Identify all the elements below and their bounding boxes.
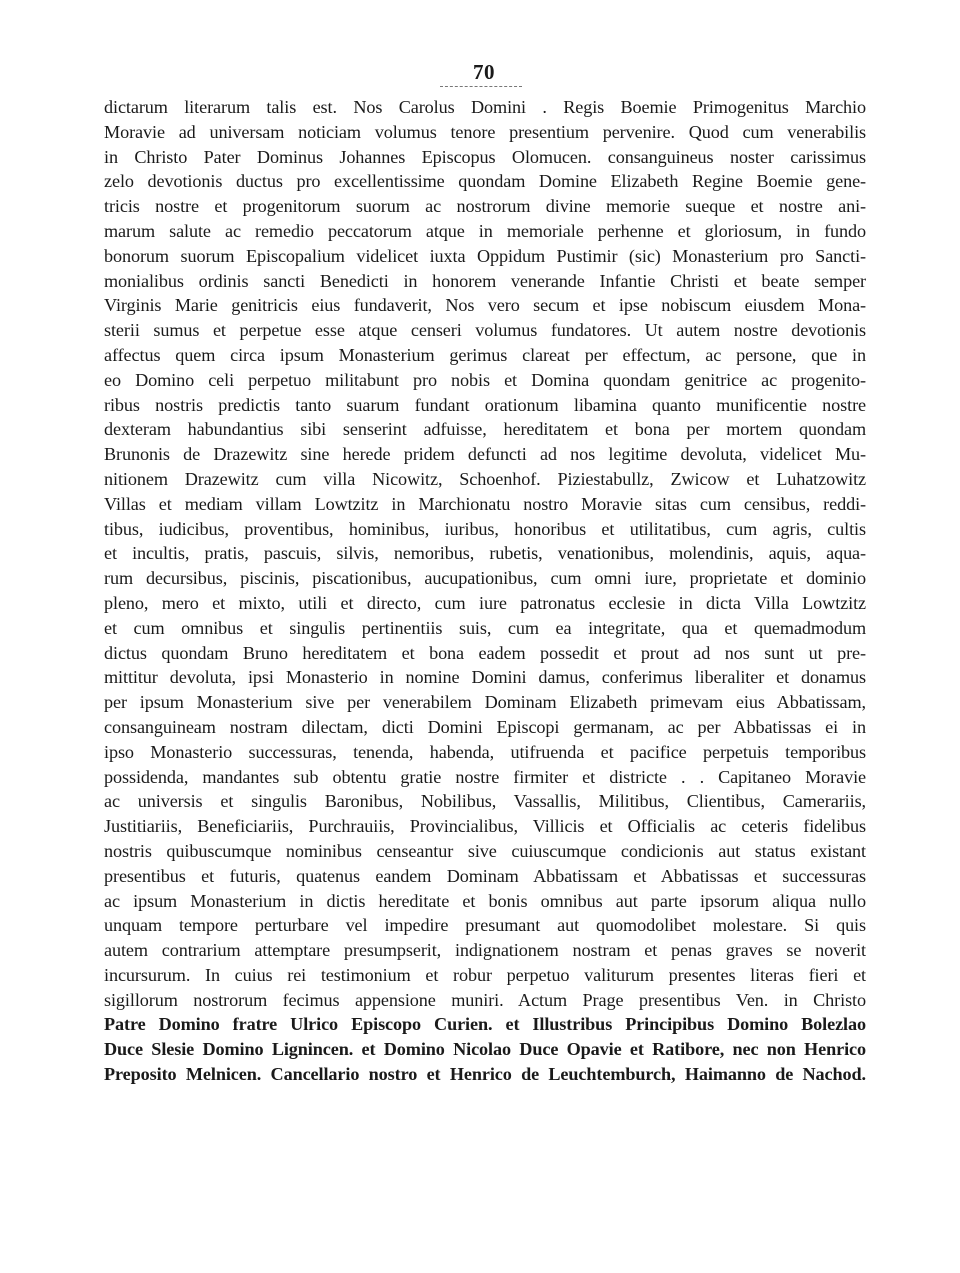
page-number: 70: [473, 60, 495, 84]
text-line: bonorum suorum Episcopalium videlicet iuxta Oppidum Pustimir (sic) Monasterium pro Sancti-: [104, 245, 866, 266]
charter-text: [104, 95, 866, 1087]
text-line: sigillorum nostrorum fecimus appensione muniri. Actum Prage presentibus Ven. in Christo: [104, 989, 866, 1010]
text-line: ac ipsum Monasterium in dictis hereditate et bonis omnibus aut parte ipsorum aliqua nullo: [104, 890, 866, 911]
text-line: Duce Slesie Domino Lignincen. et Domino Nicolao Duce Opavie et Ratibore, nec non Henrico: [104, 1039, 866, 1060]
text-line: pleno, mero et mixto, utili et directo, cum iure patronatus ecclesie in dicta Villa Lowtzitz: [104, 592, 866, 613]
text-line: Moravie ad universam noticiam volumus tenore presentium pervenire. Quod cum venerabilis: [104, 121, 866, 142]
text-line: unquam tempore perturbare vel impedire presumant aut quomodolibet molestare. Si quis: [104, 915, 866, 936]
text-line: ac universis et singulis Baronibus, Nobilibus, Vassallis, Militibus, Clientibus, Camerariis,: [104, 791, 866, 812]
text-line: nostris quibuscumque nominibus censeantur sive cuiuscumque condicionis aut status existant: [104, 840, 866, 861]
text-line: mittitur devoluta, ipsi Monasterio in nomine Domini damus, conferimus liberaliter et donamus: [104, 667, 866, 688]
text-line: Preposito Melnicen. Cancellario nostro et Henrico de Leuchtemburch, Haimanno de Nachod.: [104, 1064, 866, 1085]
text-line: presentibus et futuris, quatenus eandem Dominam Abbatissam et Abbatissas et successuras: [104, 865, 866, 886]
text-line: sterii sumus et perpetue esse atque censeri volumus fundatores. Ut autem nostre devotionis: [104, 320, 866, 341]
text-line: dictus quondam Bruno hereditatem et bona eadem possedit et prout ad nos sunt ut pre-: [104, 642, 866, 663]
text-line: Villas et mediam villam Lowtzitz in Marchionatu nostro Moravie sitas cum censibus, reddi-: [104, 493, 866, 514]
text-line: dictarum literarum talis est. Nos Carolus Domini . Regis Boemie Primogenitus Marchio: [104, 97, 866, 117]
text-line: Virginis Marie genitricis eius fundaverit, Nos vero secum et ipse nobiscum eiusdem Mona-: [104, 295, 866, 316]
text-line: tricis nostre et progenitorum suorum ac nostrorum divine memorie sueque et nostre ani-: [104, 196, 866, 217]
text-line: monialibus ordinis sancti Benedicti in honorem venerande Infantie Christi et beate semper: [104, 270, 866, 291]
text-line: affectus quem circa ipsum Monasterium gerimus clareat per effectum, ac persone, que in: [104, 344, 866, 365]
text-line: dexteram habundantius sibi senserint adfuisse, hereditatem et bona per mortem quondam: [104, 419, 866, 440]
text-line: et cum omnibus et singulis pertinentiis suis, cum ea integritate, qua et quemadmodum: [104, 617, 866, 638]
text-line: Patre Domino fratre Ulrico Episcopo Curien. et Illustribus Principibus Domino Bolezlao: [104, 1014, 866, 1035]
text-line: zelo devotionis ductus pro excellentissime quondam Domine Elizabeth Regine Boemie gene-: [104, 171, 866, 192]
text-line: Brunonis de Drazewitz sine herede pridem defuncti ad nos legitime devoluta, videlicet Mu-: [104, 444, 866, 465]
text-line: rum decursibus, piscinis, piscationibus, aucupationibus, cum omni iure, proprietate et dominio: [104, 568, 866, 589]
text-line: Justitiariis, Beneficiariis, Purchrauiis, Provincialibus, Villicis et Officialis ac ceteris fidelibus: [104, 816, 866, 837]
text-line: in Christo Pater Dominus Johannes Episcopus Olomucen. consanguineus noster carissimus: [104, 146, 866, 167]
text-line: ribus nostris predictis tanto suarum fundant orationum libamina quanto munificentie nostre: [104, 394, 866, 415]
text-line: per ipsum Monasterium sive per venerabilem Dominam Elizabeth primevam eius Abbatissam,: [104, 692, 866, 713]
text-line: marum salute ac remedio peccatorum atque in memoriale perhenne et gloriosum, in fundo: [104, 220, 866, 241]
text-line: consanguineam nostram dilectam, dicti Domini Episcopi germanam, ac per Abbatissas ei in: [104, 716, 866, 737]
text-line: nitionem Drazewitz cum villa Nicowitz, Schoenhof. Piziestabullz, Zwicow et Luhatzowitz: [104, 468, 866, 489]
text-line: ipso Monasterio successuras, tenenda, habenda, utifruenda et pacifice perpetuis temporibus: [104, 741, 866, 762]
text-line: incursurum. In cuius rei testimonium et robur perpetuo valiturum presentes literas fieri et: [104, 964, 866, 985]
text-line: tibus, iudicibus, proventibus, hominibus, iuribus, honoribus et utilitatibus, cum agris, cultis: [104, 518, 866, 539]
text-line: autem contrarium attemptare presumpserit, indignationem nostram et penas graves se noverit: [104, 940, 866, 961]
text-line: et incultis, pratis, pascuis, silvis, nemoribus, rubetis, venationibus, molendinis, aquis, aqua-: [104, 543, 866, 564]
text-line: possidenda, mandantes sub obtentu gratie nostre firmiter et districte . . Capitaneo Moravie: [104, 766, 866, 787]
page-number-rule: [440, 86, 522, 87]
text-line: eo Domino celi perpetuo militabunt pro nobis et Domina quondam genitrice ac progenito-: [104, 369, 866, 390]
